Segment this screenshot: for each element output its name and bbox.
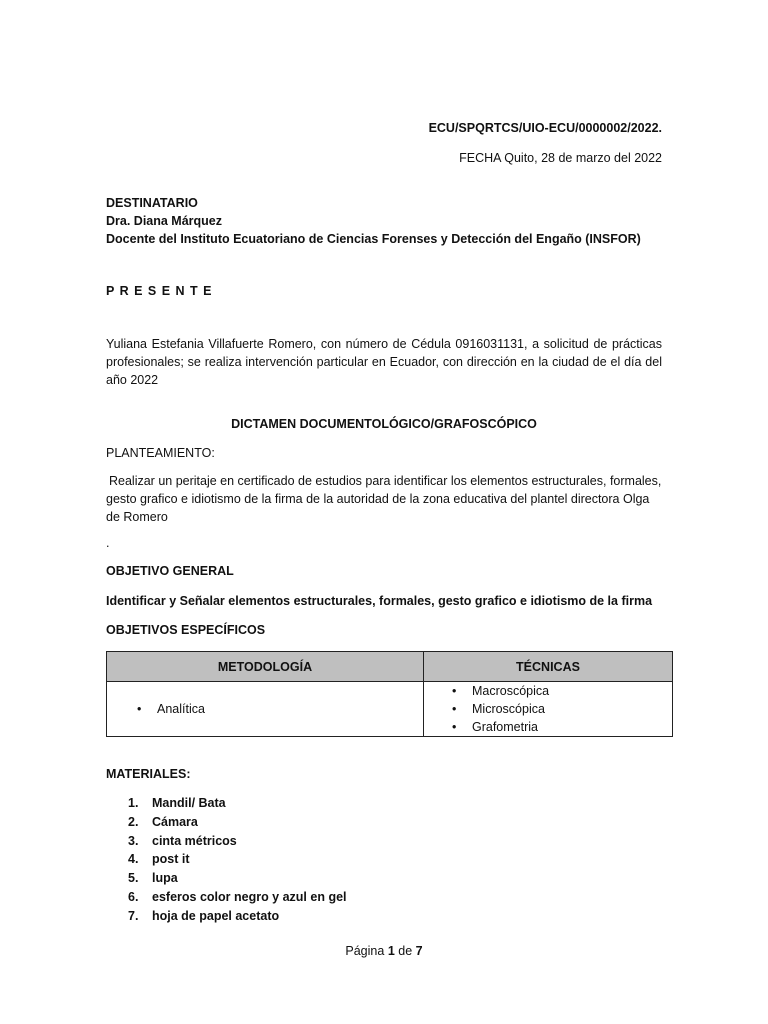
planteamiento-text: Realizar un peritaje en certificado de estudios para identificar los elementos estructurales, formales, gesto grafico e idiotismo de la firma de la autoridad de la zona educativa del plantel directora Olga de Romero	[106, 474, 662, 524]
header-tecnicas: TÉCNICAS	[424, 652, 673, 682]
materiales-label: MATERIALES:	[106, 767, 191, 781]
footer-current-page: 1	[387, 944, 395, 958]
metodologia-cell	[107, 682, 424, 737]
recipient-position: Docente del Instituto Ecuatoriano de Ciencias Forenses y Detección del Engaño (INSFOR)	[106, 232, 641, 246]
tecnica-item: • Macroscópica	[450, 682, 672, 700]
page-footer	[0, 944, 768, 958]
material-item: 6. esferos color negro y azul en gel	[128, 889, 347, 904]
tecnicas-cell	[424, 682, 673, 737]
recipient-label: DESTINATARIO	[106, 196, 198, 210]
presente-heading: P R E S E N T E	[106, 284, 213, 298]
header-metodologia: METODOLOGÍA	[107, 652, 424, 682]
dictamen-title: DICTAMEN DOCUMENTOLÓGICO/GRAFOSCÓPICO	[231, 417, 537, 431]
material-item: 4. post it	[128, 852, 190, 867]
material-item: 2. Cámara	[128, 814, 198, 829]
methodology-table	[106, 651, 673, 737]
planteamiento-dot: .	[106, 536, 110, 550]
footer-of-word: de	[398, 944, 413, 958]
planteamiento-label: PLANTEAMIENTO:	[106, 446, 215, 460]
objetivo-general-text: Identificar y Señalar elementos estructurales, formales, gesto grafico e idiotismo de la firma	[106, 594, 653, 608]
materials-list	[106, 794, 347, 926]
tecnica-item: • Grafometria	[450, 718, 672, 736]
tecnica-item: • Microscópica	[450, 700, 672, 718]
metodologia-item: • Analítica	[135, 700, 423, 718]
material-item: 3. cinta métricos	[128, 833, 237, 848]
footer-total-pages: 7	[415, 944, 423, 958]
material-item: 5. lupa	[128, 871, 178, 886]
objetivos-especificos-label: OBJETIVOS ESPECÍFICOS	[106, 623, 266, 637]
material-item: 7. hoja de papel acetato	[128, 908, 280, 923]
recipient-name: Dra. Diana Márquez	[106, 214, 223, 228]
intro-paragraph: Yuliana Estefania Villafuerte Romero, con número de Cédula 0916031131, a solicitud de prácticas profesionales; se realiza intervención particular en Ecuador, con dirección en la ciudad de el día del año 2022	[106, 337, 662, 387]
date-line: FECHA Quito, 28 de marzo del 2022	[459, 151, 662, 165]
objetivo-general-label: OBJETIVO GENERAL	[106, 564, 234, 578]
footer-page-word: Página	[345, 944, 385, 958]
reference-number: ECU/SPQRTCS/UIO-ECU/0000002/2022.	[428, 121, 662, 135]
material-item: 1. Mandil/ Bata	[128, 796, 226, 810]
